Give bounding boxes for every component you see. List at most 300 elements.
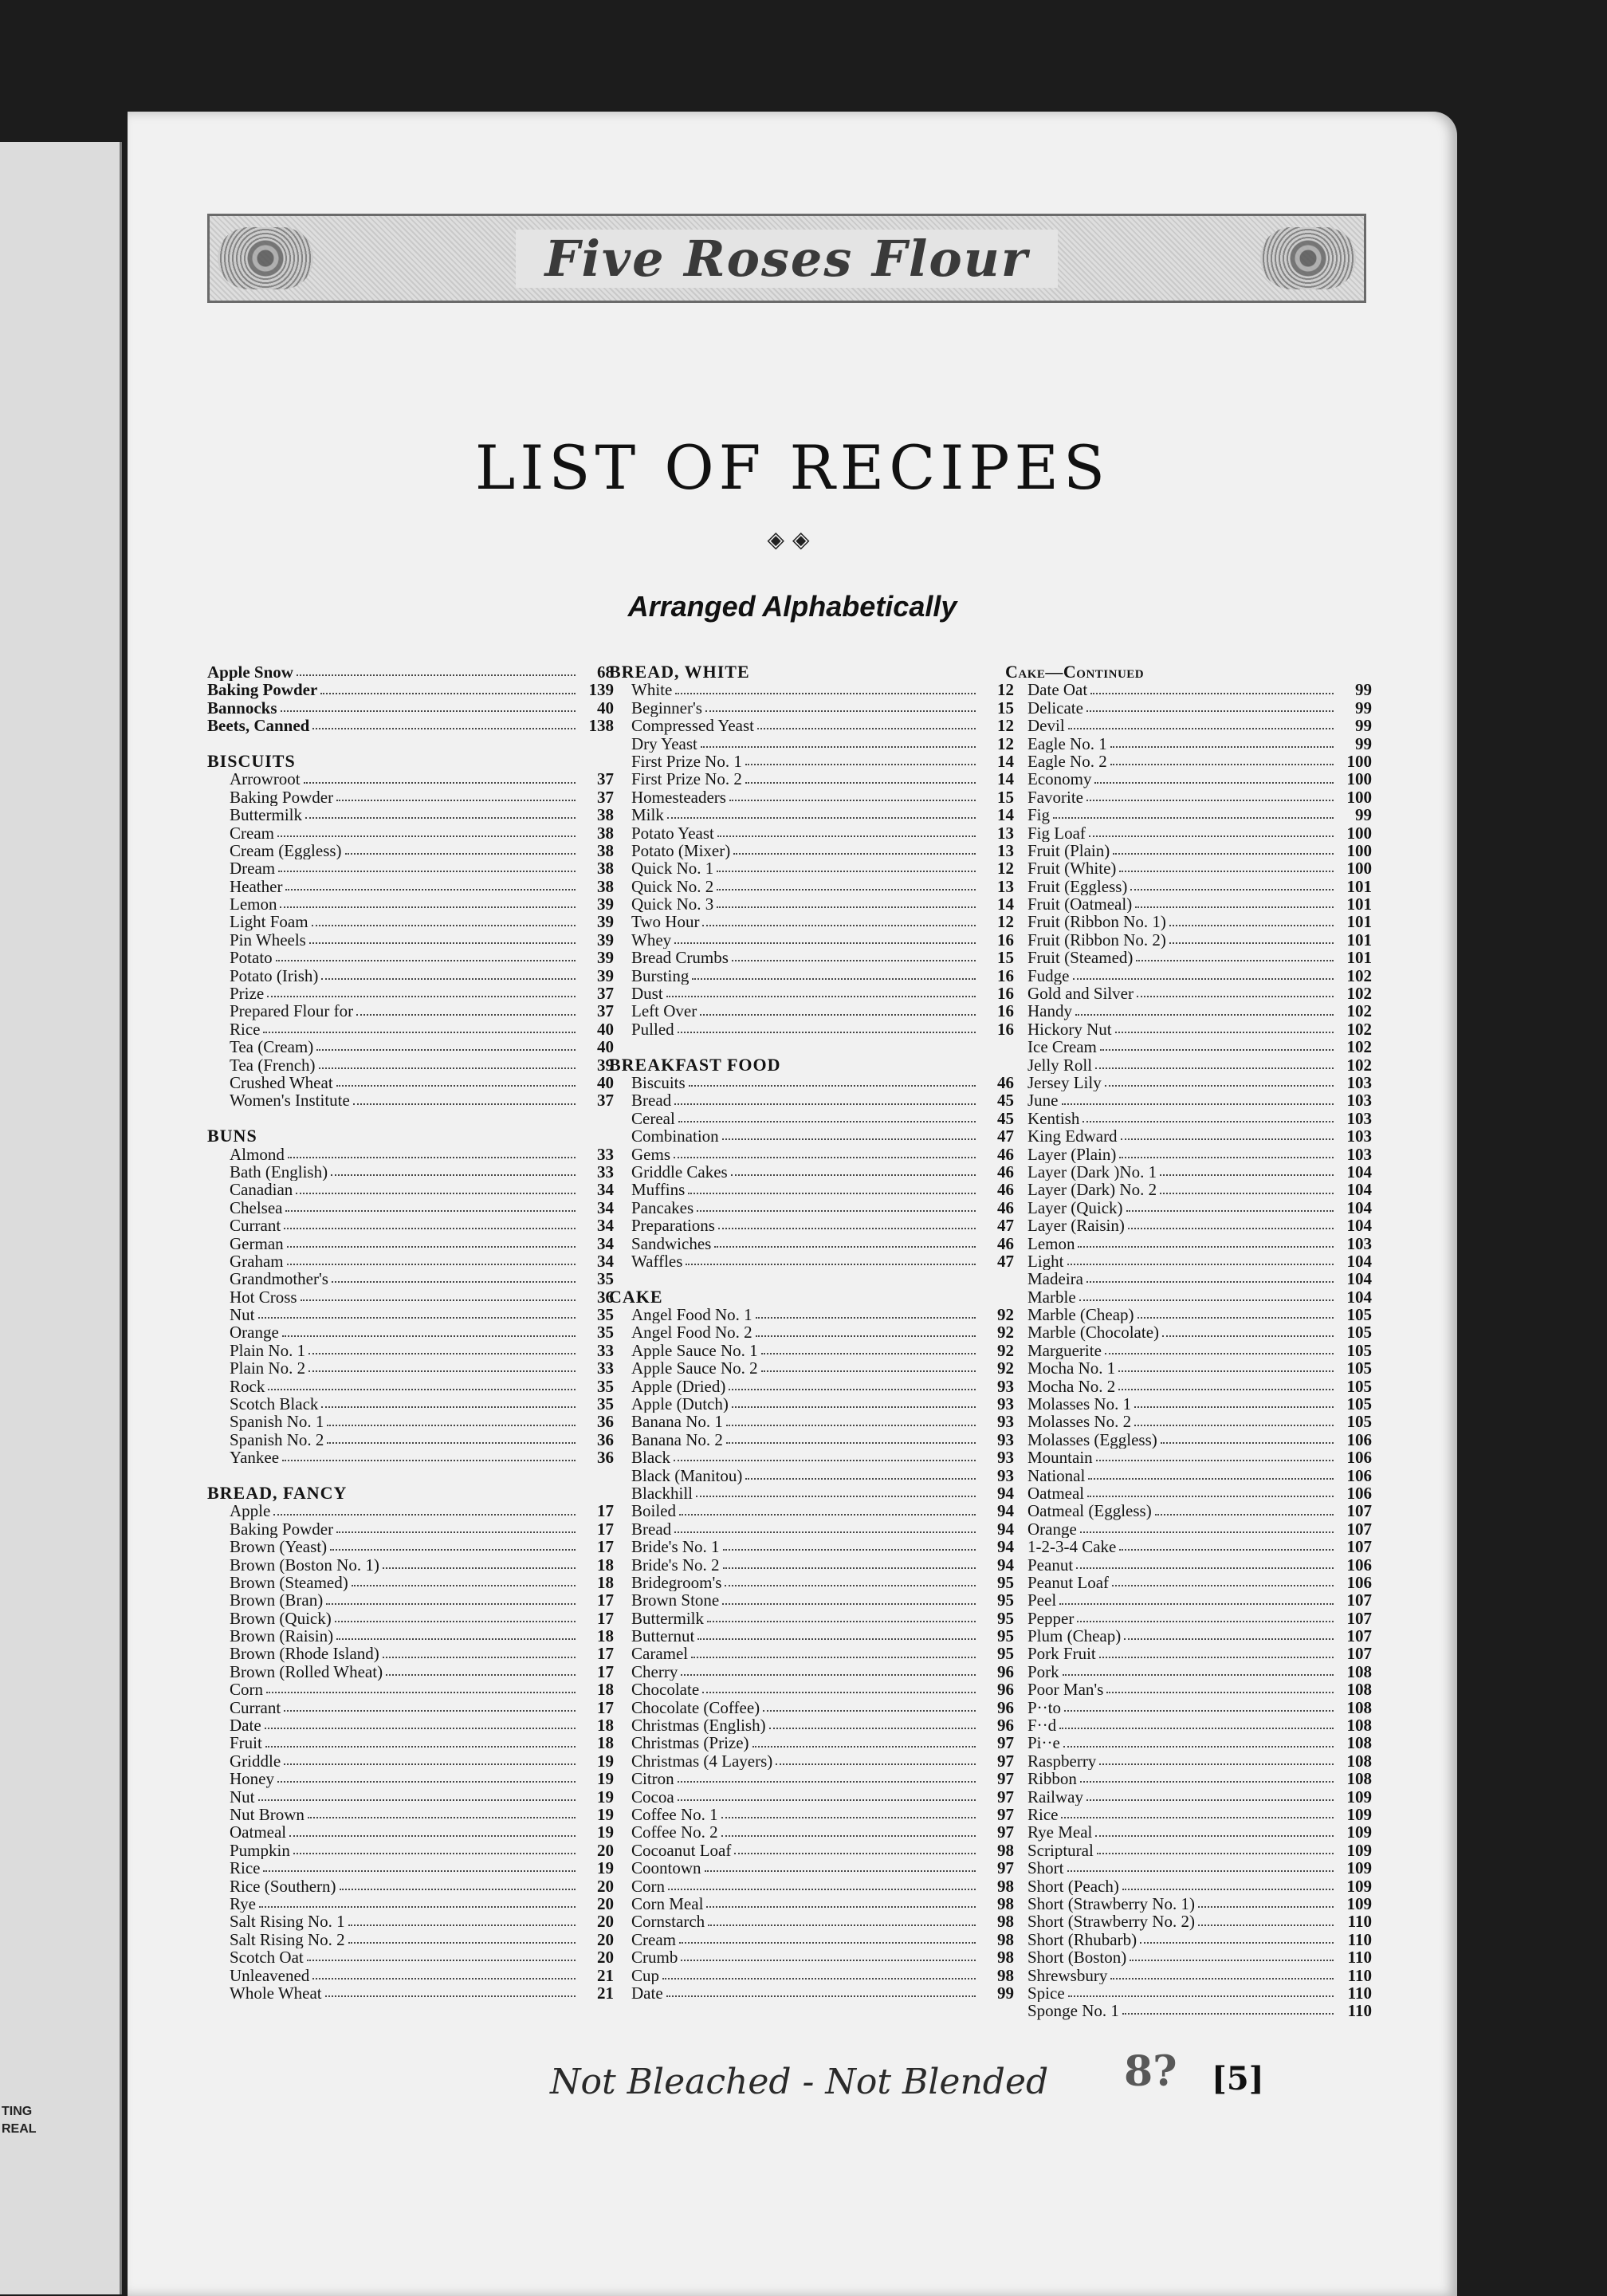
dot-leader (1105, 1347, 1334, 1354)
recipe-entry (207, 681, 614, 698)
dot-leader (679, 1508, 976, 1516)
recipe-name: Bursting (631, 966, 690, 985)
recipe-entry (207, 913, 614, 930)
recipe-page-number: 16 (997, 930, 1014, 949)
recipe-name: Oatmeal (230, 1823, 287, 1842)
dot-leader (1080, 1525, 1334, 1533)
recipe-entry (609, 878, 1014, 895)
dot-leader (316, 1043, 576, 1051)
dot-leader (320, 686, 576, 694)
recipe-entry (207, 699, 614, 717)
recipe-entry (609, 1163, 1014, 1181)
dot-leader (722, 1597, 976, 1605)
recipe-entry (1005, 1699, 1372, 1716)
recipe-entry (207, 1806, 614, 1823)
recipe-page-number: 39 (597, 949, 614, 967)
recipe-page-number: 40 (597, 1073, 614, 1092)
recipe-page-number: 104 (1346, 1198, 1372, 1217)
recipe-page-number: 37 (597, 770, 614, 788)
recipe-page-number: 99 (1355, 717, 1372, 735)
recipe-entry (1005, 1235, 1372, 1252)
dot-leader (1078, 1240, 1334, 1248)
dot-leader (1068, 721, 1334, 729)
dot-leader (258, 1311, 576, 1319)
dot-leader (319, 1061, 576, 1069)
dot-leader (282, 1453, 576, 1461)
dot-leader (268, 1382, 576, 1390)
recipe-page-number: 93 (997, 1377, 1014, 1396)
recipe-name: Bride's No. 1 (631, 1538, 720, 1556)
recipe-entry (1005, 1538, 1372, 1555)
recipe-name: Cocoanut Loaf (631, 1841, 732, 1860)
recipe-name: Dust (631, 985, 663, 1003)
recipe-entry (609, 949, 1014, 966)
booklet-page (128, 112, 1457, 2296)
recipe-name: Preparations (631, 1217, 715, 1235)
recipe-page-number: 100 (1346, 752, 1372, 771)
recipe-entry (609, 1931, 1014, 1948)
recipe-page-number: 15 (997, 788, 1014, 807)
recipe-name: First Prize No. 1 (631, 752, 742, 771)
dot-leader (678, 1025, 976, 1033)
recipe-entry (207, 770, 614, 788)
dot-leader (717, 883, 976, 890)
recipe-page-number: 19 (597, 1787, 614, 1806)
recipe-name: Scotch Oat (230, 1948, 304, 1967)
recipe-page-number: 105 (1346, 1359, 1372, 1378)
recipe-entry (1005, 1788, 1372, 1806)
recipe-page-number: 99 (997, 1983, 1014, 2003)
section-gap (609, 1270, 1014, 1288)
recipe-entry (1005, 949, 1372, 966)
recipe-name: Christmas (4 Layers) (631, 1751, 773, 1771)
recipe-entry (207, 1538, 614, 1555)
recipe-name: Women's Institute (230, 1091, 350, 1110)
recipe-name: Rice (230, 1859, 261, 1877)
recipe-page-number: 33 (597, 1162, 614, 1181)
recipe-entry (609, 1520, 1014, 1538)
recipe-page-number: 107 (1346, 1591, 1372, 1610)
diamond-ornament-icon: ◈◈ (767, 528, 818, 552)
recipe-entry (207, 1252, 614, 1270)
recipe-name: Griddle (230, 1751, 281, 1771)
dot-leader (678, 1775, 976, 1783)
recipe-page-number: 109 (1346, 1859, 1372, 1877)
recipe-name: Layer (Dark) No. 2 (1027, 1181, 1157, 1199)
recipe-name: Brown (Steamed) (230, 1573, 348, 1592)
recipe-page-number: 105 (1346, 1323, 1372, 1342)
recipe-name: Fruit (Ribbon No. 1) (1027, 913, 1166, 931)
dot-leader (312, 1972, 576, 1980)
recipe-page-number: 107 (1346, 1609, 1372, 1628)
dot-leader (281, 704, 576, 712)
recipe-page-number: 97 (997, 1787, 1014, 1806)
recipe-entry (609, 1002, 1014, 1020)
dot-leader (721, 1829, 976, 1837)
dot-leader (1079, 1293, 1334, 1301)
recipe-name: Scriptural (1027, 1841, 1094, 1860)
recipe-entry (1005, 1127, 1372, 1145)
dot-leader (723, 1543, 976, 1551)
dot-leader (1106, 1685, 1334, 1693)
recipe-entry (609, 1306, 1014, 1323)
recipe-page-number: 45 (997, 1091, 1014, 1110)
page-title: LIST OF RECIPES (474, 432, 1110, 503)
recipe-name: Salt Rising No. 1 (230, 1913, 345, 1931)
recipe-name: Black (631, 1449, 670, 1467)
recipe-name: Fig (1027, 806, 1051, 824)
dot-leader (284, 1757, 576, 1765)
recipe-entry (1005, 2002, 1372, 2019)
recipe-page-number: 110 (1347, 1913, 1372, 1931)
dot-leader (305, 811, 576, 819)
recipe-entry (609, 1645, 1014, 1662)
recipe-name: Christmas (English) (631, 1716, 766, 1735)
dot-leader (1115, 1025, 1334, 1033)
dot-leader (312, 918, 576, 926)
dot-leader (327, 1418, 576, 1426)
dot-leader (336, 1632, 576, 1640)
recipe-page-number: 37 (597, 788, 614, 807)
recipe-page-number: 19 (597, 1806, 614, 1824)
recipe-page-number: 102 (1346, 1020, 1372, 1039)
recipe-page-number: 108 (1346, 1770, 1372, 1788)
recipe-entry (609, 1699, 1014, 1716)
recipe-name: Bride's No. 2 (631, 1555, 720, 1574)
section-heading: CAKE (609, 1286, 663, 1307)
recipe-page-number: 34 (597, 1252, 614, 1271)
dot-leader (1090, 686, 1334, 694)
dot-leader (1162, 1329, 1334, 1337)
recipe-name: Prepared Flour for (230, 1002, 354, 1020)
recipe-name: Baking Powder (230, 788, 334, 807)
recipe-name: Bread Crumbs (631, 949, 729, 967)
recipe-entry (609, 1663, 1014, 1681)
recipe-entry (1005, 1056, 1372, 1074)
recipe-name: Sponge No. 1 (1027, 2002, 1119, 2020)
recipe-entry (1005, 1449, 1372, 1466)
recipe-page-number: 47 (997, 1217, 1014, 1235)
recipe-entry (1005, 1074, 1372, 1091)
recipe-name: Angel Food No. 2 (631, 1323, 752, 1342)
recipe-name: Heather (230, 877, 283, 896)
dot-leader (386, 1668, 576, 1676)
recipe-page-number: 19 (597, 1823, 614, 1842)
dot-leader (763, 1704, 976, 1712)
dot-leader (1082, 1115, 1334, 1122)
recipe-name: Layer (Plain) (1027, 1145, 1117, 1163)
recipe-entry (609, 1342, 1014, 1359)
recipe-name: Almond (230, 1145, 285, 1163)
recipe-entry (1005, 1252, 1372, 1270)
dot-leader (1068, 1989, 1334, 1997)
recipe-entry (609, 1378, 1014, 1395)
recipe-page-number: 110 (1347, 2002, 1372, 2020)
dot-leader (1118, 1364, 1334, 1372)
dot-leader (1198, 1900, 1334, 1908)
recipe-name: Gems (631, 1145, 670, 1163)
recipe-page-number: 104 (1346, 1288, 1372, 1307)
recipe-name: Plain No. 2 (230, 1359, 306, 1378)
dot-leader (729, 793, 976, 801)
recipe-name: Favorite (1027, 788, 1083, 807)
recipe-name: Whole Wheat (230, 1983, 322, 2003)
dot-leader (679, 1936, 976, 1944)
recipe-page-number: 39 (597, 930, 614, 949)
dot-leader (1059, 1597, 1334, 1605)
recipe-entry (1005, 1681, 1372, 1698)
recipe-name: Potato (Mixer) (631, 841, 731, 860)
recipe-name: Fruit (Eggless) (1027, 877, 1128, 896)
recipe-page-number: 97 (997, 1751, 1014, 1771)
recipe-name: Pork (1027, 1662, 1059, 1681)
recipe-name: Apple Sauce No. 1 (631, 1341, 758, 1360)
section-heading: Cake—Continued (1005, 662, 1145, 682)
dot-leader (1119, 1543, 1334, 1551)
recipe-entry (207, 895, 614, 913)
recipe-entry (207, 824, 614, 842)
recipe-column-1 (207, 663, 614, 2002)
recipe-page-number: 12 (997, 734, 1014, 753)
recipe-page-number: 93 (997, 1395, 1014, 1413)
dot-leader (1118, 1382, 1334, 1390)
dot-leader (352, 1578, 576, 1586)
recipe-name: Kentish (1027, 1109, 1080, 1128)
recipe-page-number: 99 (1355, 734, 1372, 753)
recipe-entry (1005, 985, 1372, 1002)
recipe-entry (609, 770, 1014, 788)
recipe-page-number: 106 (1346, 1573, 1372, 1592)
dot-leader (280, 900, 576, 908)
dot-leader (1087, 1489, 1334, 1497)
recipe-name: Milk (631, 806, 664, 824)
recipe-entry (1005, 1645, 1372, 1662)
recipe-entry (1005, 1967, 1372, 1984)
dot-leader (321, 972, 576, 980)
dot-leader (662, 1972, 976, 1980)
section-heading: BISCUITS (207, 750, 296, 771)
section-gap (207, 1467, 614, 1484)
dot-leader (1169, 918, 1334, 926)
recipe-name: Coffee No. 2 (631, 1823, 718, 1842)
dot-leader (686, 1257, 976, 1265)
recipe-name: Gold and Silver (1027, 985, 1134, 1003)
recipe-name: Two Hour (631, 913, 700, 931)
recipe-page-number: 17 (597, 1591, 614, 1610)
recipe-name: Cocoa (631, 1787, 674, 1806)
dot-leader (674, 1525, 976, 1533)
recipe-page-number: 13 (997, 877, 1014, 896)
recipe-name: Short (Boston) (1027, 1948, 1127, 1967)
recipe-page-number: 34 (597, 1234, 614, 1252)
dot-leader (1059, 1721, 1334, 1729)
recipe-name: Raspberry (1027, 1751, 1097, 1771)
recipe-name: Date (230, 1716, 261, 1735)
dot-leader (383, 1650, 576, 1658)
recipe-name: Buttermilk (631, 1609, 704, 1628)
recipe-entry (609, 1681, 1014, 1698)
dot-leader (1135, 900, 1334, 908)
dot-leader (1122, 1882, 1334, 1890)
recipe-name: Buttermilk (230, 806, 302, 824)
recipe-page-number: 35 (597, 1323, 614, 1342)
recipe-name: Bread (631, 1520, 672, 1539)
dot-leader (330, 1543, 576, 1551)
dot-leader (1095, 1061, 1334, 1069)
recipe-entry (1005, 1752, 1372, 1770)
recipe-entry (609, 1413, 1014, 1430)
recipe-page-number: 16 (997, 1020, 1014, 1039)
recipe-page-number: 102 (1346, 1056, 1372, 1074)
dot-leader (336, 1079, 576, 1087)
dot-leader (688, 1186, 976, 1194)
dot-leader (321, 1400, 576, 1408)
recipe-entry (609, 1146, 1014, 1163)
recipe-entry (609, 1752, 1014, 1770)
dot-leader (1073, 972, 1334, 980)
dot-leader (1076, 1561, 1334, 1569)
section-entries (207, 1146, 614, 1467)
section-heading: BREAD, FANCY (207, 1482, 348, 1503)
recipe-entry (207, 985, 614, 1002)
dot-leader (263, 1025, 576, 1033)
dot-leader (325, 1989, 576, 1997)
recipe-page-number: 104 (1346, 1162, 1372, 1181)
recipe-name: Brown (Rhode Island) (230, 1645, 379, 1663)
section-entries (609, 681, 1014, 1038)
recipe-page-number: 68 (597, 663, 614, 682)
recipe-name: Tea (French) (230, 1056, 316, 1074)
recipe-name: Short (Strawberry No. 2) (1027, 1913, 1195, 1931)
recipe-name: Pepper (1027, 1609, 1075, 1628)
recipe-entry (609, 1556, 1014, 1574)
recipe-entry (609, 1788, 1014, 1806)
recipe-entry (1005, 1270, 1372, 1288)
recipe-page-number: 34 (597, 1181, 614, 1199)
recipe-page-number: 19 (597, 1751, 614, 1771)
dot-leader (277, 829, 576, 837)
dot-leader (1053, 811, 1334, 819)
dot-leader (697, 1632, 976, 1640)
dot-leader (282, 1329, 576, 1337)
recipe-name: F··d (1027, 1716, 1057, 1735)
recipe-entry (1005, 1520, 1372, 1538)
recipe-entry (609, 1842, 1014, 1859)
recipe-entry (207, 1556, 614, 1574)
recipe-page-number: 104 (1346, 1217, 1372, 1235)
recipe-entry (1005, 1931, 1372, 1948)
recipe-name: Short (Peach) (1027, 1877, 1119, 1895)
recipe-entry (207, 1627, 614, 1645)
recipe-entry (1005, 1217, 1372, 1234)
dot-leader (1130, 883, 1334, 890)
recipe-name: Potato (Irish) (230, 966, 319, 985)
recipe-page-number: 40 (597, 1020, 614, 1039)
section-gap (207, 1110, 614, 1127)
dot-leader (1080, 1775, 1334, 1783)
recipe-name: King Edward (1027, 1127, 1118, 1146)
recipe-page-number: 40 (597, 698, 614, 718)
recipe-page-number: 93 (997, 1430, 1014, 1449)
recipe-page-number: 18 (597, 1716, 614, 1735)
recipe-entry (609, 1913, 1014, 1930)
recipe-entry (609, 1484, 1014, 1502)
recipe-page-number: 33 (597, 1341, 614, 1360)
recipe-name: Apple Snow (207, 663, 293, 682)
recipe-entry (207, 1199, 614, 1217)
dot-leader (356, 1008, 576, 1016)
recipe-name: Blackhill (631, 1484, 693, 1503)
recipe-entry (609, 1199, 1014, 1217)
recipe-name: Pin Wheels (230, 930, 306, 949)
recipe-page-number: 108 (1346, 1734, 1372, 1752)
dot-leader (1062, 1097, 1334, 1105)
recipe-page-number: 17 (597, 1662, 614, 1681)
recipe-entry (1005, 1181, 1372, 1198)
recipe-name: Ribbon (1027, 1770, 1077, 1788)
recipe-page-number: 46 (997, 1234, 1014, 1252)
recipe-entry (207, 1681, 614, 1698)
recipe-page-number: 139 (588, 681, 614, 699)
recipe-entry (1005, 681, 1372, 698)
recipe-entry (207, 1842, 614, 1859)
dot-leader (729, 1382, 976, 1390)
recipe-page-number: 98 (997, 1841, 1014, 1860)
recipe-entry (1005, 1716, 1372, 1734)
recipe-page-number: 36 (597, 1288, 614, 1307)
recipe-entry (207, 1413, 614, 1430)
recipe-page-number: 98 (997, 1930, 1014, 1949)
dot-leader (287, 1257, 576, 1265)
recipe-entry (1005, 735, 1372, 753)
recipe-name: Potato (230, 949, 273, 967)
recipe-entry (609, 1538, 1014, 1555)
recipe-name: Brown Stone (631, 1591, 720, 1610)
section-gap (207, 735, 614, 753)
recipe-name: Prize (230, 985, 265, 1003)
recipe-page-number: 18 (597, 1627, 614, 1645)
recipe-page-number: 46 (997, 1181, 1014, 1199)
recipe-entry (609, 1110, 1014, 1127)
recipe-name: Currant (230, 1698, 281, 1717)
recipe-name: Bath (English) (230, 1162, 328, 1181)
recipe-page-number: 93 (997, 1466, 1014, 1484)
recipe-page-number: 101 (1346, 930, 1372, 949)
recipe-entry (609, 913, 1014, 930)
dot-leader (1110, 1972, 1334, 1980)
recipe-name: Beets, Canned (207, 717, 310, 735)
dot-leader (666, 1989, 976, 1997)
recipe-name: Cup (631, 1966, 660, 1984)
dot-leader (1099, 1650, 1334, 1658)
recipe-page-number: 15 (997, 949, 1014, 967)
recipe-entry (1005, 1323, 1372, 1341)
recipe-name: Devil (1027, 717, 1065, 735)
recipe-page-number: 35 (597, 1377, 614, 1396)
recipe-page-number: 109 (1346, 1877, 1372, 1895)
recipe-page-number: 16 (997, 985, 1014, 1003)
recipe-page-number: 96 (997, 1662, 1014, 1681)
ornament-left-icon (218, 227, 313, 289)
recipe-entry (207, 1610, 614, 1627)
dot-leader (717, 900, 976, 908)
recipe-page-number: 20 (597, 1913, 614, 1931)
recipe-entry (1005, 1610, 1372, 1627)
recipe-entry (1005, 1877, 1372, 1895)
dot-leader (734, 1846, 976, 1854)
recipe-page-number: 18 (597, 1734, 614, 1752)
recipe-name: Cereal (631, 1109, 675, 1128)
